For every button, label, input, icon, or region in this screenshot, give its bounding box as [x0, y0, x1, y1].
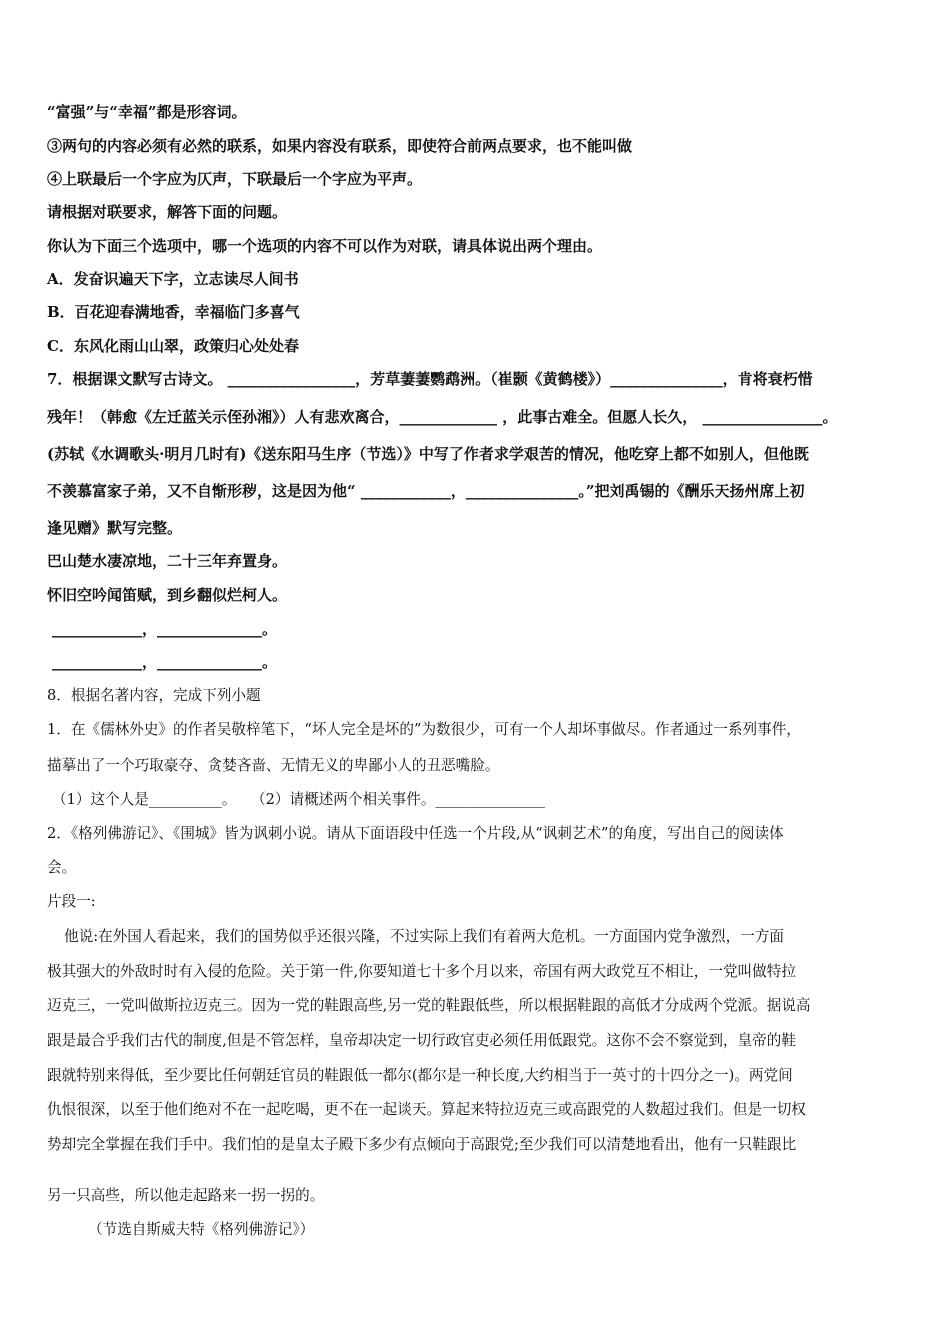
- text-line: 逢见赠》默写完整。: [47, 519, 183, 537]
- text-line: (苏轼《水调歌头·明月几时有)《送东阳马生序（节选）》中写了作者求学艰苦的情况，他吃穿上都不如别人，但他既: [47, 445, 809, 463]
- question-8: 8．根据名著内容，完成下列小题: [47, 687, 261, 704]
- instruction: 请根据对联要求，解答下面的问题。: [47, 203, 288, 221]
- text-line: 描摹出了一个巧取豪夺、贪婪吝啬、无情无义的卑鄙小人的丑恶嘴脸。: [47, 757, 500, 774]
- excerpt-source: （节选自斯威夫特《格列佛游记》）: [88, 1221, 315, 1238]
- text-line: “富强”与“幸福”都是形容词。: [47, 103, 247, 121]
- excerpt-label: 片段一:: [47, 893, 96, 910]
- poem-line: 巴山楚水凄凉地，二十三年弃置身。: [47, 552, 288, 570]
- sub-question-1: 1．在《儒林外史》的作者吴敬梓笔下，“坏人完全是坏的”为数很少，可有一个人却坏事做尽。作者通过一系列事件，: [47, 721, 801, 738]
- sub-question-2: 2．《格列佛游记》、《围城》皆为讽刺小说。请从下面语段中任选一个片段,从“讽刺艺术”的角度，写出自己的阅读体: [47, 825, 784, 842]
- rule-4: ④上联最后一个字应为仄声，下联最后一个字应为平声。: [47, 170, 423, 188]
- option-b: B．百花迎春满地香，幸福临门多喜气: [47, 303, 300, 321]
- text-line: 会。: [47, 859, 77, 876]
- poem-line: 怀旧空吟闻笛赋，到乡翻似烂柯人。: [47, 586, 288, 604]
- question-prompt: 你认为下面三个选项中，哪一个选项的内容不可以作为对联，请具体说出两个理由。: [47, 237, 603, 255]
- answer-blank-line: ____________，______________。: [52, 653, 278, 671]
- excerpt-text: 跟是最合乎我们古代的制度,但是不管怎样，皇帝却决定一切行政官吏必须任用低跟党。这你不会不察觉到，皇帝的鞋: [47, 1032, 796, 1049]
- sub-question-1-parts: （1）这个人是__________。 （2）请概述两个相关事件。_______________: [52, 791, 545, 808]
- excerpt-text: 跟就特别来得低，至少要比任何朝廷官员的鞋跟低一都尔(都尔是一种长度,大约相当于一英寸的十四分之一)。两党间: [47, 1067, 793, 1084]
- excerpt-text: 仇恨很深，以至于他们绝对不在一起吃喝，更不在一起谈天。算起来特拉迈克三或高跟党的人数超过我们。但是一切权: [47, 1101, 806, 1118]
- answer-blank-line: ____________，______________。: [52, 620, 278, 638]
- question-7: 7．根据课文默写古诗文。 _________________，芳草萋萋鹦鹉洲。（崔颢《黄鹤楼》）_______________，肯将衰朽惜: [47, 370, 813, 388]
- excerpt-text: 迈克三，一党叫做斯拉迈克三。因为一党的鞋跟高些,另一党的鞋跟低些，所以根据鞋跟的高低才分成两个党派。据说高: [47, 997, 811, 1014]
- excerpt-text: 另一只高些，所以他走起路来一拐一拐的。: [47, 1187, 325, 1204]
- option-a: A．发奋识遍天下字，立志读尽人间书: [47, 270, 299, 288]
- option-c: C．东风化雨山山翠，政策归心处处春: [47, 337, 299, 355]
- excerpt-text: 极其强大的外敌时时有入侵的危险。关于第一件,你要知道七十多个月以来，帝国有两大政党互不相让，一党叫做特拉: [47, 963, 796, 980]
- rule-3: ③两句的内容必须有必然的联系，如果内容没有联系，即使符合前两点要求，也不能叫做: [47, 137, 633, 155]
- excerpt-text: 他说:在外国人看起来，我们的国势似乎还很兴隆，不过实际上我们有着两大危机。一方面国内党争激烈，一方面: [64, 928, 785, 945]
- text-line: 不羡慕富家子弟，又不自惭形秽，这是因为他“ ____________，_______________。”把刘禹锡的《酬乐天扬州席上初: [47, 482, 805, 500]
- text-line: 残年！（韩愈《左迁蓝关示侄孙湘》）人有悲欢离合，_____________ ，此事古难全。但愿人长久， ________________。: [47, 408, 838, 426]
- excerpt-text: 势却完全掌握在我们手中。我们怕的是皇太子殿下多少有点倾向于高跟党;至少我们可以清楚地看出，他有一只鞋跟比: [47, 1136, 797, 1153]
